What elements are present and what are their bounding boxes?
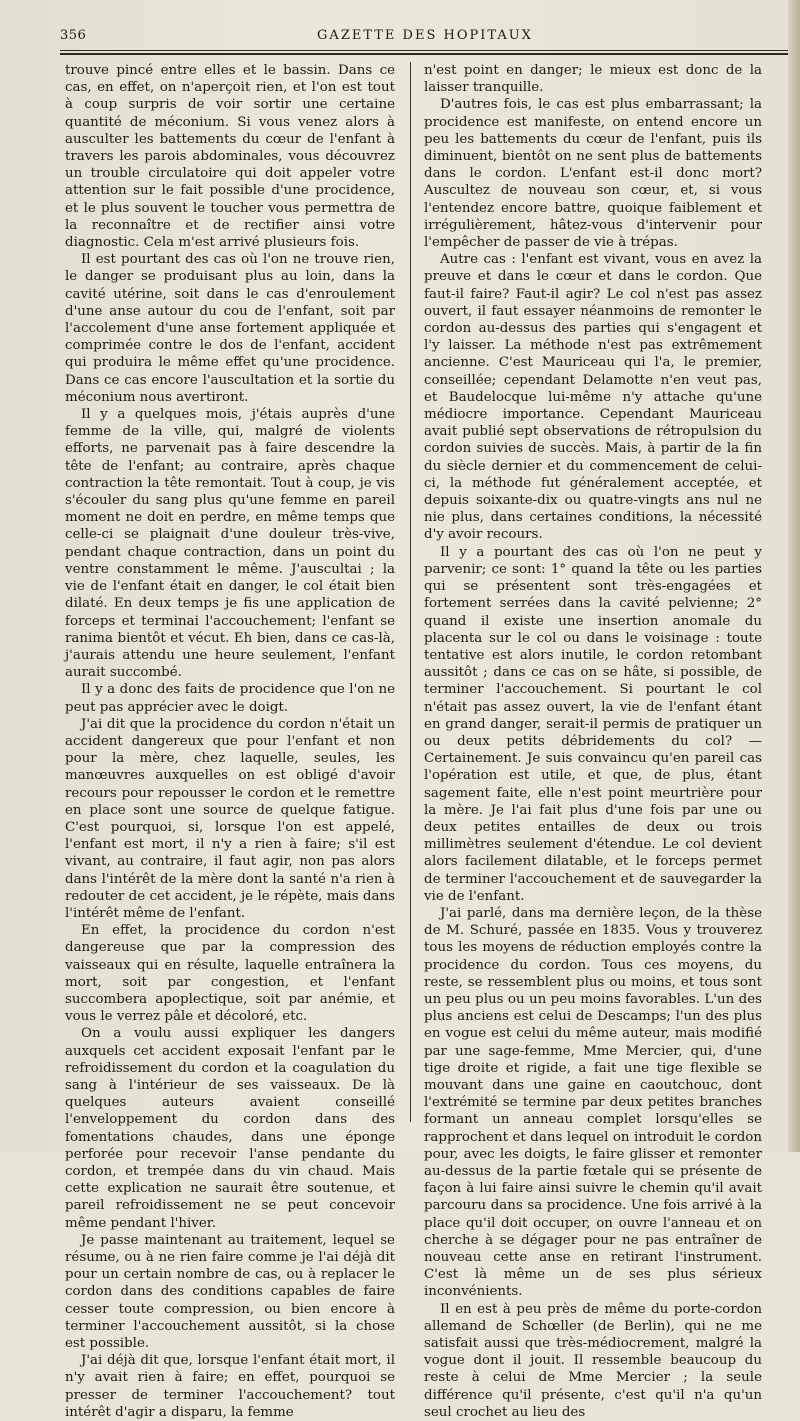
paragraph: Je passe maintenant au traitement, lequel se résume, ou à ne rien faire comme je l'ai déjà dit pour un certain nombre de cas, ou à replacer le cordon dans des conditions capables de faire cesser toute compression, ou bien encore à terminer l'accouchement aussitôt, si la chose est possible. (65, 1232, 395, 1352)
paragraph: En effet, la procidence du cordon n'est dangereuse que par la compression des vaisseaux qui en résulte, laquelle entraînera la mort, soit par congestion, et l'enfant succombera apoplectique, soit par anémie, et vous le verrez pâle et décoloré, etc. (65, 923, 395, 1025)
page-header (60, 28, 790, 50)
page-spine-shadow (788, 0, 800, 1152)
left-column (65, 62, 395, 1421)
paragraph: n'est point en danger; le mieux est donc de la laisser tranquille. (424, 63, 762, 96)
paragraph: D'autres fois, le cas est plus embarrassant; la procidence est manifeste, on entend encore un peu les battements du cœur de l'enfant, puis ils diminuent, bientôt on ne sent plus de battements dans le cordon. L'enfant est-il donc mort? Auscultez de nouveau son cœur, et, si vous l'entendez encore battre, quoique faiblement et irrégulièrement, hâtez-vous d'intervenir pour l'empêcher de passer de vie à trépas. (424, 97, 762, 251)
paragraph: On a voulu aussi expliquer les dangers auxquels cet accident exposait l'enfant par le refroidissement du cordon et la coagulation du sang à l'intérieur de ses vaisseaux. De là quelques auteurs avaient conseillé l'enveloppement du cordon dans des fomentations chaudes, dans une éponge perforée pour recevoir l'anse pendante du cordon, et trempée dans du vin chaud. Mais cette explication ne saurait être soutenue, et pareil refroidissement ne se peut concevoir même pendant l'hiver. (65, 1026, 395, 1231)
paragraph: Autre cas : l'enfant est vivant, vous en avez la preuve et dans le cœur et dans le cordon. Que faut-il faire? Faut-il agir? Le col n'est pas assez ouvert, il faut essayer néanmoins de remonter le cordon au-dessus des parties qui s'engagent et l'y laisser. La méthode n'est pas extrêmement ancienne. C'est Mauriceau qui l'a, le premier, conseillée; cependant Delamotte n'en veut pas, et Baudelocque lui-même n'y attache qu'une médiocre importance. Cependant Mauriceau avait publié sept observations de rétropulsion du cordon suivies de succès. Mais, à partir de la fin du siècle dernier et du commencement de celui-ci, la méthode fut généralement acceptée, et depuis soixante-dix ou quatre-vingts ans nul ne nie plus, dans certaines conditions, la nécessité d'y avoir recours. (424, 252, 762, 543)
paragraph: J'ai dit que la procidence du cordon n'était un accident dangereux que pour l'enfant et non pour la mère, chez laquelle, seules, les manœuvres auxquelles on est obligé d'avoir recours pour repousser le cordon et le remettre en place sont une source de quelque fatigue. C'est pourquoi, si, lorsque l'on est appelé, l'enfant est mort, il n'y a rien à faire; s'il est vivant, au contraire, il faut agir, non pas alors dans l'intérêt de la mère dont la santé n'a rien à redouter de cet accident, je le répète, mais dans l'intérêt même de l'enfant. (65, 716, 395, 921)
paragraph: Il en est à peu près de même du porte-cordon allemand de Schœller (de Berlin), qui ne me satisfait aussi que très-médiocrement, malgré la vogue dont il jouit. Il ressemble beaucoup du reste à celui de Mme Mercier ; la seule différence qu'il présente, c'est qu'il n'a qu'un seul crochet au lieu des (424, 1301, 762, 1420)
header-rule-thick (60, 53, 788, 55)
paragraph: Il y a quelques mois, j'étais auprès d'une femme de la ville, qui, malgré de violents efforts, ne parvenait pas à faire descendre la tête de l'enfant; au contraire, après chaque contraction la tête remontait. Tout à coup, je vis s'écouler du sang plus qu'une femme en pareil moment ne doit en perdre, en même temps que celle-ci se plaignait d'une douleur très-vive, pendant chaque contraction, dans un point du ventre constamment le même. J'auscultai ; la vie de l'enfant était en danger, le col était bien dilaté. En deux temps je fis une application de forceps et terminai l'accouchement; l'enfant se ranima bientôt et vécut. Eh bien, dans ce cas-là, j'aurais attendu une heure seulement, l'enfant aurait succombé. (65, 407, 395, 681)
paragraph: J'ai déjà dit que, lorsque l'enfant était mort, il n'y avait rien à faire; en effet, pourquoi se presser de terminer l'accouchement? tout intérêt d'agir a disparu, la femme (65, 1353, 395, 1420)
column-divider (410, 62, 411, 1122)
paragraph: trouve pincé entre elles et le bassin. Dans ce cas, en effet, on n'aperçoit rien, et l'on est tout à coup surpris de voir sortir une certaine quantité de méconium. Si vous venez alors à ausculter les battements du cœur de l'enfant à travers les parois abdominales, vous découvrez un trouble circulatoire qui doit appeler votre attention sur le fait possible d'une procidence, et le plus souvent le toucher vous permettra de la reconnaître et de rectifier ainsi votre diagnostic. Cela m'est arrivé plusieurs fois. (65, 63, 395, 251)
paragraph: Il y a donc des faits de procidence que l'on ne peut pas apprécier avec le doigt. (65, 682, 395, 715)
header-rule-thin (60, 50, 788, 51)
paragraph: Il y a pourtant des cas où l'on ne peut y parvenir; ce sont: 1° quand la tête ou les parties qui se présentent sont très-engagées et fortement serrées dans la cavité pelvienne; 2° quand il existe une insertion anomale du placenta sur le col ou dans le voisinage : toute tentative est alors inutile, le cordon retombant aussitôt ; dans ce cas on se hâte, si possible, de terminer l'accouchement. Si pourtant le col n'était pas assez ouvert, la vie de l'enfant étant en grand danger, serait-il permis de pratiquer un ou deux petits débridements du col? — Certainement. Je suis convaincu qu'en pareil cas l'opération est utile, et que, de plus, étant sagement faite, elle n'est point meurtrière pour la mère. Je l'ai fait plus d'une fois par une ou deux petites entailles de deux ou trois millimètres seulement d'étendue. Le col devient alors facilement dilatable, et le forceps permet de terminer l'accouchement et de sauvegarder la vie de l'enfant. (424, 544, 762, 904)
journal-title: GAZETTE DES HOPITAUX (317, 28, 533, 43)
page-number: 356 (60, 28, 87, 43)
paragraph: J'ai parlé, dans ma dernière leçon, de la thèse de M. Schuré, passée en 1835. Vous y trouverez tous les moyens de réduction employés contre la procidence du cordon. Tous ces moyens, du reste, se ressemblent plus ou moins, et tous sont un peu plus ou un peu moins favorables. L'un des plus anciens est celui de Descamps; l'un des plus en vogue est celui du même auteur, mais modifié par une sage-femme, Mme Mercier, qui, d'une tige droite et rigide, a fait une tige flexible se mouvant dans une gaine en caoutchouc, dont l'extrémité se termine par deux petites branches formant un anneau complet lorsqu'elles se rapprochent et dans lequel on introduit le cordon pour, avec les doigts, le faire glisser et remonter au-dessus de la partie fœtale qui se présente de façon à lui faire ainsi suivre le chemin qu'il avait parcouru dans sa procidence. Une fois arrivé à la place qu'il doit occuper, on ouvre l'anneau et on cherche à se dégager pour ne pas entraîner de nouveau cette anse en retirant l'instrument. C'est là même un de ses plus sérieux inconvénients. (424, 905, 762, 1300)
right-column (424, 62, 762, 1421)
paragraph: Il est pourtant des cas où l'on ne trouve rien, le danger se produisant plus au loin, dans la cavité utérine, soit dans le cas d'enroulement d'une anse autour du cou de l'enfant, soit par l'accolement d'une anse fortement appliquée et comprimée contre le dos de l'enfant, accident qui produira le même effet qu'une procidence. Dans ce cas encore l'auscultation et la sortie du méconium nous avertiront. (65, 252, 395, 405)
